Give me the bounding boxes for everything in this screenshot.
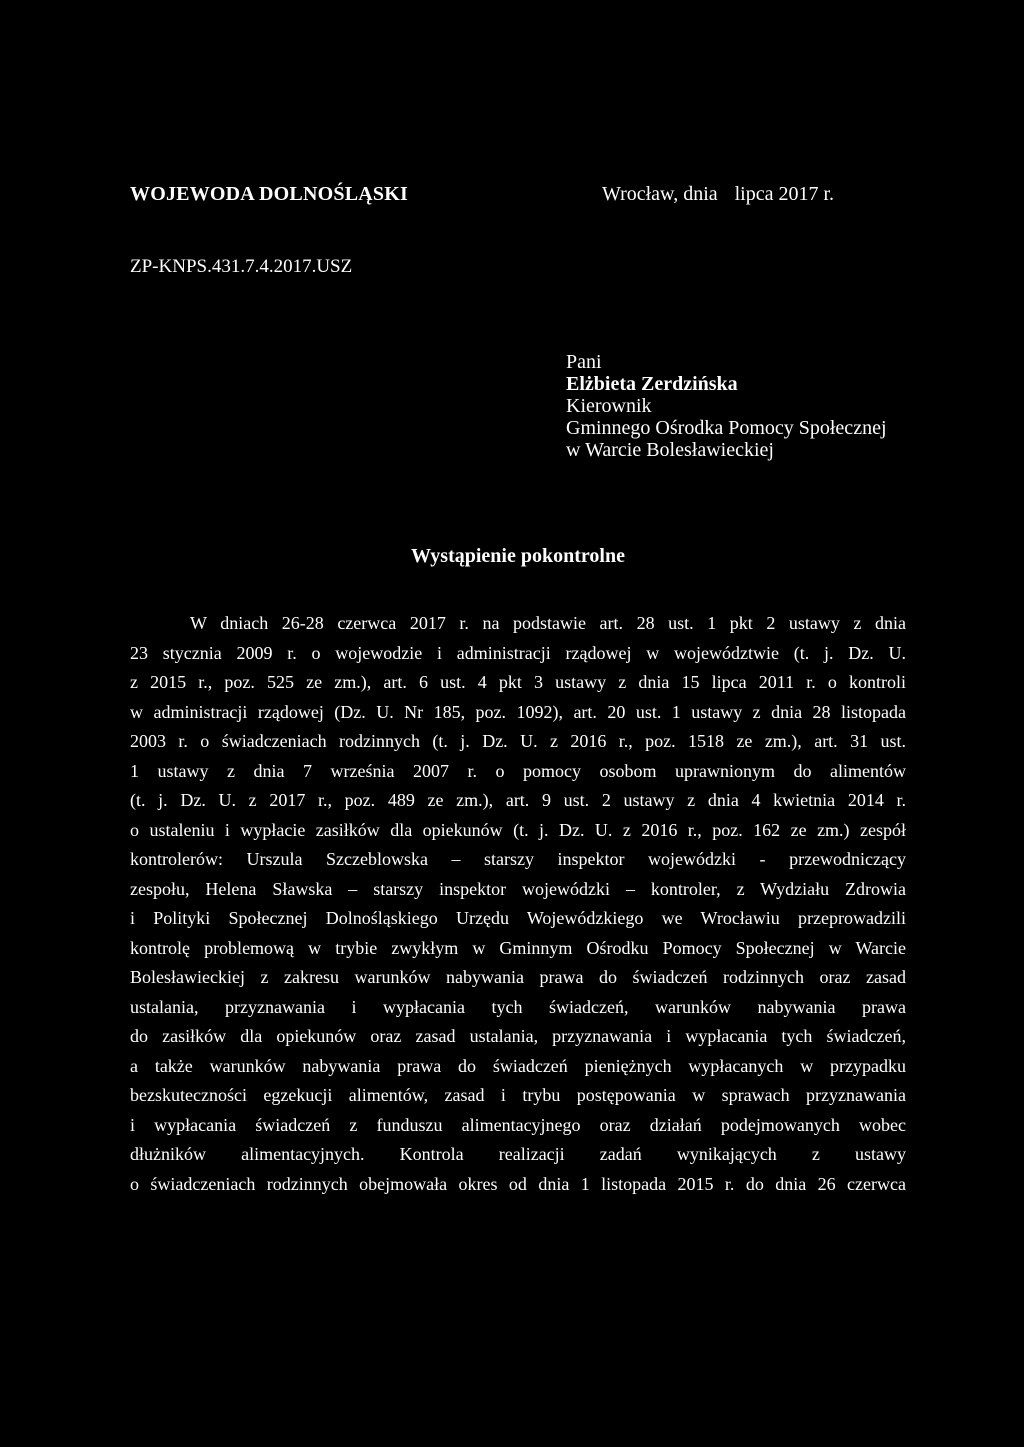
reference-number: ZP-KNPS.431.7.4.2017.USZ bbox=[130, 256, 353, 277]
body-line: 1 ustawy z dnia 7 września 2007 r. o pomocy osobom uprawnionym do alimentów bbox=[130, 760, 906, 781]
body-line: Bolesławieckiej z zakresu warunków nabywania prawa do świadczeń rodzinnych oraz zasad bbox=[130, 967, 906, 987]
body-line: ustalania, przyznawania i wypłacania tych świadczeń, warunków nabywania prawa bbox=[130, 996, 906, 1017]
body-line: w administracji rządowej (Dz. U. Nr 185, poz. 1092), art. 20 ust. 1 ustawy z dnia 28 listopada bbox=[130, 701, 906, 722]
recipient-institution: Gminnego Ośrodka Pomocy Społecznej bbox=[566, 417, 887, 439]
body-line: o świadczeniach rodzinnych obejmowała okres od dnia 1 listopada 2015 r. do dnia 26 czerwca bbox=[130, 1173, 906, 1194]
date: lipca 2017 r. bbox=[734, 183, 835, 205]
document-title: Wystąpienie pokontrolne bbox=[411, 545, 625, 567]
issuing-authority: WOJEWODA DOLNOŚLĄSKI bbox=[130, 183, 408, 205]
body-text bbox=[130, 612, 906, 1202]
recipient-position: Kierownik bbox=[566, 395, 652, 417]
body-line: kontrolę problemową w trybie zwykłym w Gminnym Ośrodku Pomocy Społecznej w Warcie bbox=[130, 937, 906, 958]
body-line: W dniach 26-28 czerwca 2017 r. na podstawie art. 28 ust. 1 pkt 2 ustawy z dnia bbox=[190, 613, 906, 633]
recipient-name: Elżbieta Zerdzińska bbox=[566, 373, 738, 395]
recipient-location: w Warcie Bolesławieckiej bbox=[566, 439, 774, 461]
body-line: kontrolerów: Urszula Szczeblowska – starszy inspektor wojewódzki - przewodniczący bbox=[130, 849, 906, 869]
body-line: zespołu, Helena Sławska – starszy inspektor wojewódzki – kontroler, z Wydziału Zdrowia bbox=[130, 878, 906, 899]
body-line: dłużników alimentacyjnych. Kontrola realizacji zadań wynikających z ustawy bbox=[130, 1144, 906, 1164]
letter-header bbox=[130, 183, 910, 213]
place: Wrocław, dnia bbox=[602, 183, 718, 205]
body-line: i wypłacania świadczeń z funduszu alimentacyjnego oraz działań podejmowanych wobec bbox=[130, 1114, 906, 1135]
place-and-date bbox=[602, 183, 834, 206]
body-line: (t. j. Dz. U. z 2017 r., poz. 489 ze zm.), art. 9 ust. 2 ustawy z dnia 4 kwietnia 2014 r. bbox=[130, 790, 906, 810]
body-line: bezskuteczności egzekucji alimentów, zasad i trybu postępowania w sprawach przyznawania bbox=[130, 1085, 906, 1105]
body-line: a także warunków nabywania prawa do świadczeń pieniężnych wypłacanych w przypadku bbox=[130, 1055, 906, 1076]
body-line: z 2015 r., poz. 525 ze zm.), art. 6 ust. 4 pkt 3 ustawy z dnia 15 lipca 2011 r. o kontroli bbox=[130, 672, 906, 692]
body-line: i Polityki Społecznej Dolnośląskiego Urzędu Wojewódzkiego we Wrocławiu przeprowadzili bbox=[130, 908, 906, 928]
recipient-salutation: Pani bbox=[566, 351, 602, 373]
body-line: 23 stycznia 2009 r. o wojewodzie i administracji rządowej w województwie (t. j. Dz. U. bbox=[130, 642, 906, 663]
body-line: 2003 r. o świadczeniach rodzinnych (t. j. Dz. U. z 2016 r., poz. 1518 ze zm.), art. 31 ust. bbox=[130, 731, 906, 751]
recipient-block bbox=[566, 351, 887, 461]
body-line: do zasiłków dla opiekunów oraz zasad ustalania, przyznawania i wypłacania tych świadczeń, bbox=[130, 1026, 906, 1046]
body-line: o ustaleniu i wypłacie zasiłków dla opiekunów (t. j. Dz. U. z 2016 r., poz. 162 ze zm.) zespół bbox=[130, 819, 906, 840]
